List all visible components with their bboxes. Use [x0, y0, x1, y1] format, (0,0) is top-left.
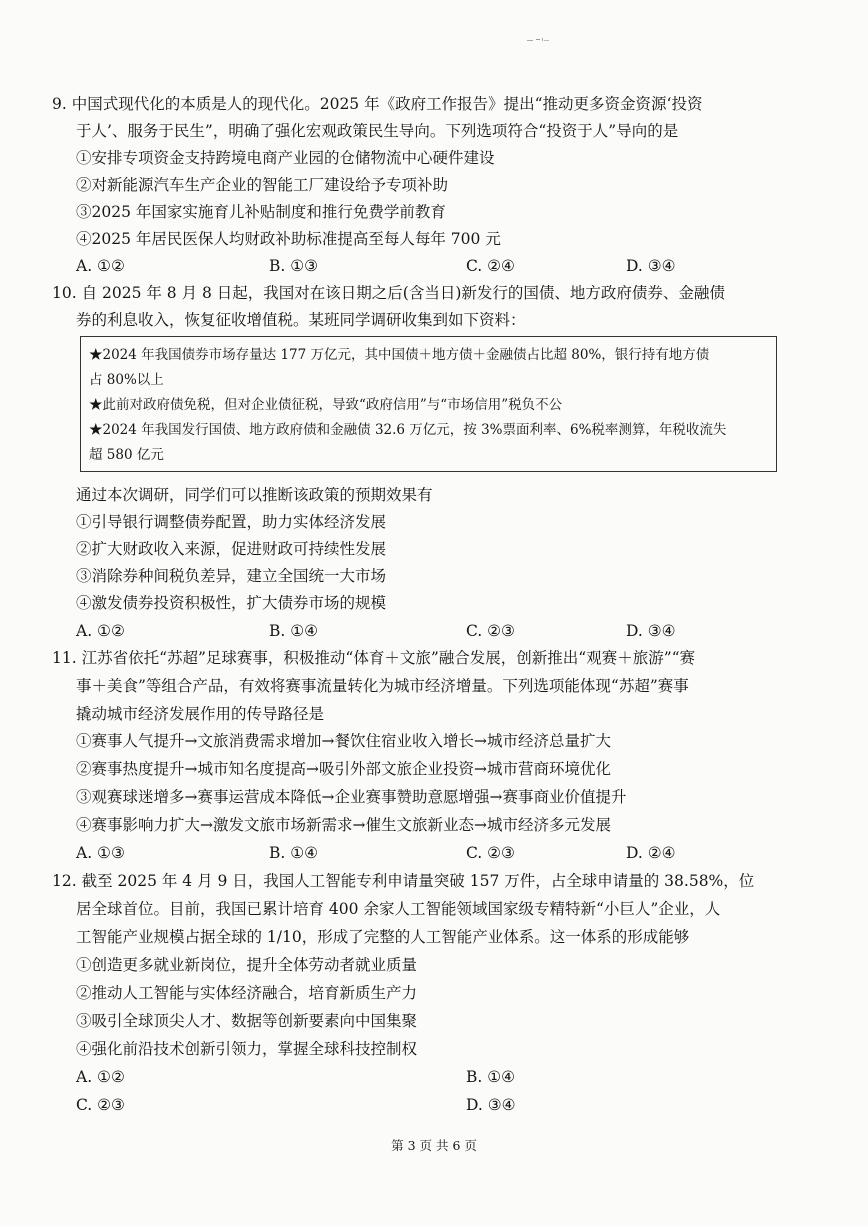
q9-item-1: ①安排专项资金支持跨境电商产业园的仓储物流中心硬件建设 [76, 149, 495, 167]
page-footer: 第 3 页 共 6 页 [391, 1138, 477, 1153]
q12-stem-line-3: 工智能产业规模占据全球的 1/10，形成了完整的人工智能产业体系。这一体系的形成能够 [76, 928, 690, 946]
q10-stem-line-2: 券的利息收入，恢复征收增值税。某班同学调研收集到如下资料： [76, 311, 526, 329]
q11-option-d: D. ②④ [626, 844, 676, 862]
q11-stem-line-3: 撬动城市经济发展作用的传导路径是 [76, 705, 325, 723]
q11-item-1: ①赛事人气提升→文旅消费需求增加→餐饮住宿业收入增长→城市经济总量扩大 [76, 732, 611, 750]
q11-option-b: B. ①④ [269, 844, 319, 862]
q12-option-c: C. ②③ [76, 1096, 125, 1114]
q9-item-4: ④2025 年居民医保人均财政补助标准提高至每人每年 700 元 [76, 230, 501, 248]
q10-lead: 通过本次调研，同学们可以推断该政策的预期效果有 [76, 486, 433, 504]
q11-item-4: ④赛事影响力扩大→激发文旅市场新需求→催生文旅新业态→城市经济多元发展 [76, 816, 611, 834]
q9-stem-line-1: 9. 中国式现代化的本质是人的现代化。2025 年《政府工作报告》提出“推动更多资金资源‘投资 [52, 95, 703, 113]
q11-option-c: C. ②③ [466, 844, 515, 862]
q12-option-d: D. ③④ [466, 1096, 516, 1114]
q11-item-2: ②赛事热度提升→城市知名度提高→吸引外部文旅企业投资→城市营商环境优化 [76, 760, 611, 778]
q9-item-2: ②对新能源汽车生产企业的智能工厂建设给予专项补助 [76, 176, 449, 194]
q10-option-d: D. ③④ [626, 622, 676, 640]
q10-option-c: C. ②③ [466, 622, 515, 640]
q10-stem-line-1: 10. 自 2025 年 8 月 8 日起，我国对在该日期之后(含当日)新发行的国债、地方政府债券、金融债 [52, 284, 725, 302]
q12-item-1: ①创造更多就业新岗位，提升全体劳动者就业质量 [76, 956, 418, 974]
q9-option-c: C. ②④ [466, 257, 515, 275]
q11-option-a: A. ①③ [76, 844, 125, 862]
q10-box-line-5: 超 580 亿元 [89, 447, 164, 463]
q10-option-b: B. ①④ [269, 622, 319, 640]
q9-stem-line-2: 于人’、服务于民生”，明确了强化宏观政策民生导向。下列选项符合“投资于人”导向的是 [76, 122, 679, 140]
q10-box-line-1: ★2024 年我国债券市场存量达 177 万亿元，其中国债＋地方债＋金融债占比超 80%，银行持有地方债 [89, 347, 710, 363]
q12-item-2: ②推动人工智能与实体经济融合，培育新质生产力 [76, 984, 418, 1002]
q12-stem-line-1: 12. 截至 2025 年 4 月 9 日，我国人工智能专利申请量突破 157 万件，占全球申请量的 38.58%，位 [52, 872, 755, 890]
q12-option-b: B. ①④ [466, 1068, 516, 1086]
q11-item-3: ③观赛球迷增多→赛事运营成本降低→企业赛事赞助意愿增强→赛事商业价值提升 [76, 788, 627, 806]
q9-item-3: ③2025 年国家实施育儿补贴制度和推行免费学前教育 [76, 203, 446, 221]
q10-box-line-4: ★2024 年我国发行国债、地方政府债和金融债 32.6 万亿元，按 3%票面利率、6%税率测算，年税收流失 [89, 422, 727, 438]
scan-speck-mark [527, 38, 549, 42]
q10-item-4: ④激发债券投资积极性，扩大债券市场的规模 [76, 594, 387, 612]
q11-stem-line-2: 事＋美食”等组合产品，有效将赛事流量转化为城市经济增量。下列选项能体现“苏超”赛事 [76, 677, 689, 695]
q10-box-line-2: 占 80%以上 [89, 372, 164, 388]
q10-material-box [80, 336, 777, 472]
q9-option-b: B. ①③ [269, 257, 319, 275]
q10-box-line-3: ★此前对政府债免税，但对企业债征税，导致“政府信用”与“市场信用”税负不公 [89, 397, 563, 413]
q9-option-a: A. ①② [76, 257, 125, 275]
q11-stem-line-1: 11. 江苏省依托“苏超”足球赛事，积极推动“体育＋文旅”融合发展，创新推出“观赛＋旅游”“赛 [52, 649, 696, 667]
q10-item-3: ③消除券种间税负差异，建立全国统一大市场 [76, 567, 387, 585]
q10-item-2: ②扩大财政收入来源，促进财政可持续性发展 [76, 540, 387, 558]
q12-stem-line-2: 居全球首位。目前，我国已累计培育 400 余家人工智能领域国家级专精特新“小巨人”企业，人 [76, 900, 721, 918]
q10-item-1: ①引导银行调整债券配置，助力实体经济发展 [76, 513, 387, 531]
q12-option-a: A. ①② [76, 1068, 125, 1086]
q12-item-4: ④强化前沿技术创新引领力，掌握全球科技控制权 [76, 1040, 418, 1058]
q10-option-a: A. ①② [76, 622, 125, 640]
q12-item-3: ③吸引全球顶尖人才、数据等创新要素向中国集聚 [76, 1012, 418, 1030]
q9-option-d: D. ③④ [626, 257, 676, 275]
